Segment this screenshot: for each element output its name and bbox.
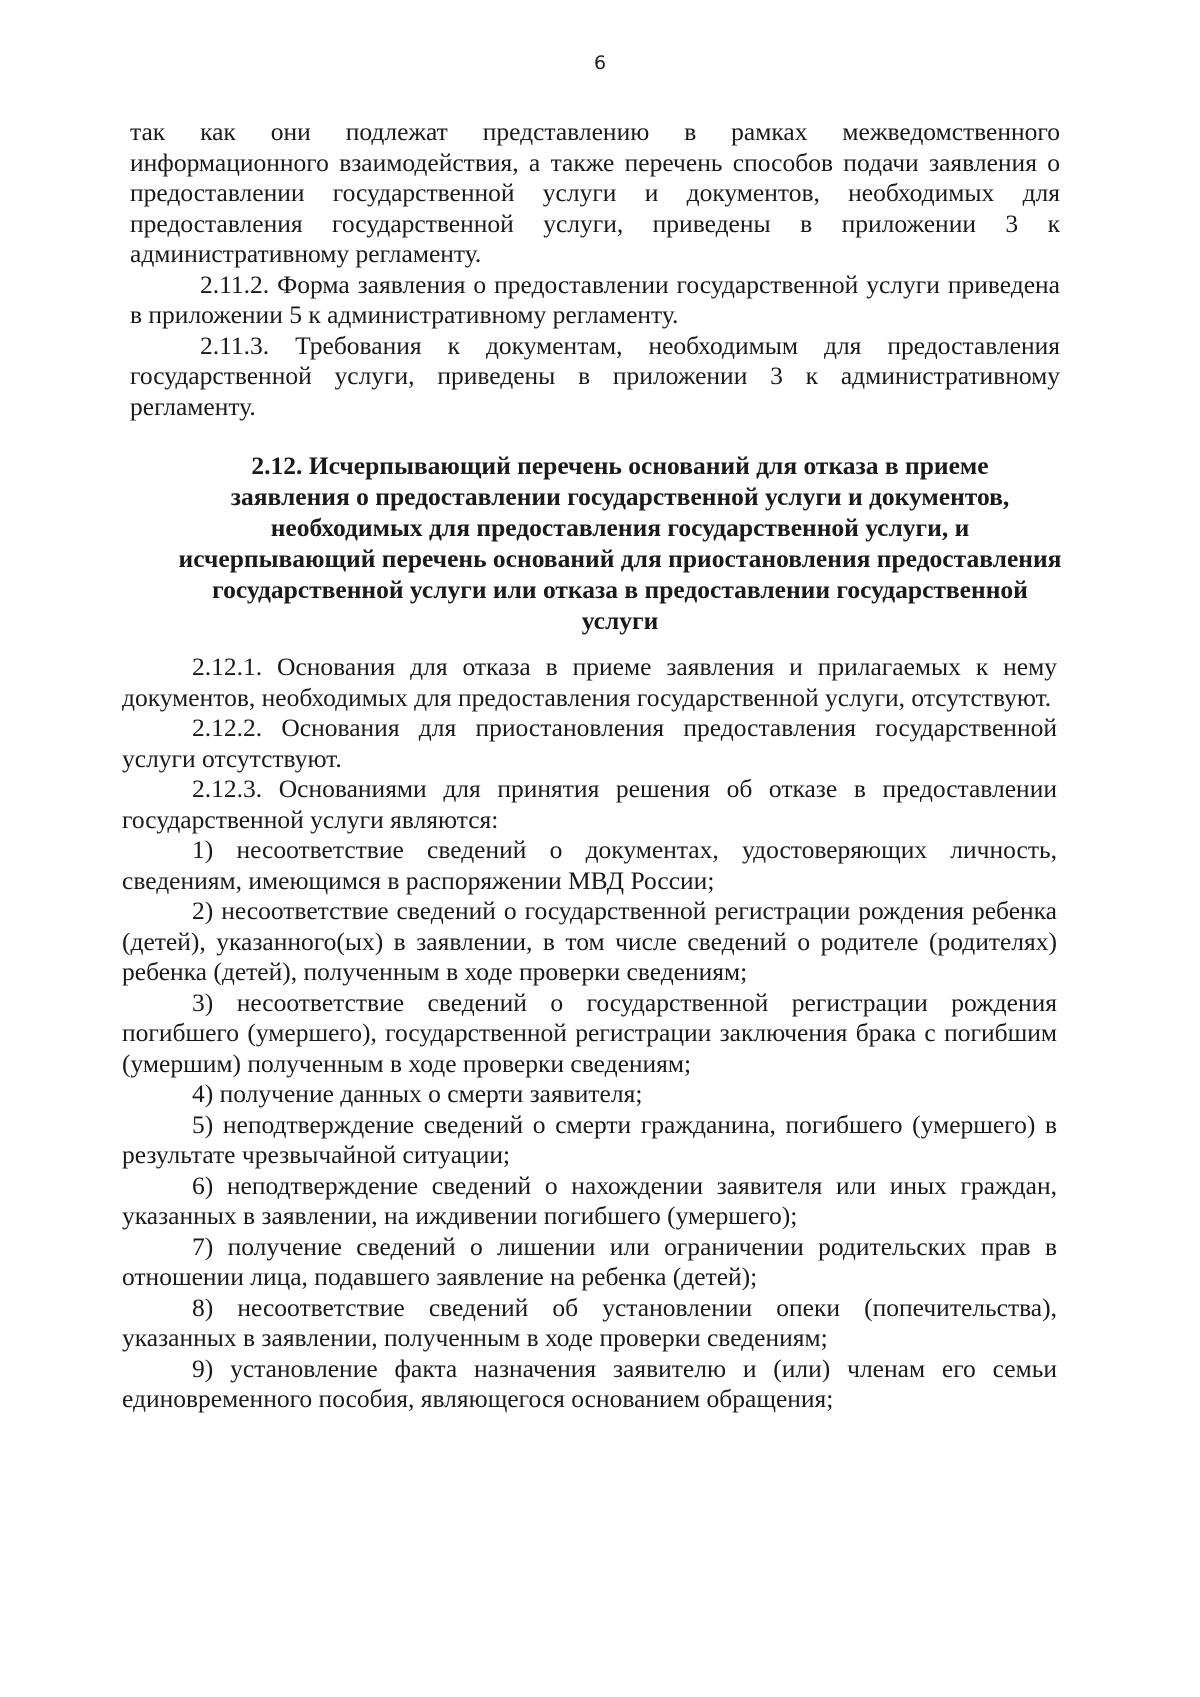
main-text-section bbox=[122, 652, 1057, 1415]
list-item: 5) неподтверждение сведений о смерти гражданина, погибшего (умершего) в результате чрезвычайной ситуации; bbox=[122, 1109, 1057, 1169]
paragraph: так как они подлежат представлению в рамках межведомственного информационного взаимодействия, а также перечень способов подачи заявления о предоставлении государственной услуги и документов, необходимых для предоставления государственной услуги, приведены в приложении 3 к административному регламенту. bbox=[130, 117, 1060, 268]
list-item: 2) несоответствие сведений о государственной регистрации рождения ребенка (детей), указанного(ых) в заявлении, в том числе сведений о родителе (родителях) ребенка (детей), полученным в ходе проверки сведениям; bbox=[122, 896, 1057, 986]
heading-line: государственной услуги или отказа в предоставлении государственной bbox=[212, 575, 1028, 604]
list-item: 9) установление факта назначения заявителю и (или) членам его семьи единовременного пособия, являющегося основанием обращения; bbox=[122, 1353, 1057, 1413]
list-item: 6) неподтверждение сведений о нахождении заявителя или иных граждан, указанных в заявлении, на иждивении погибшего (умершего); bbox=[122, 1170, 1057, 1230]
heading-line: заявления о предоставлении государственной услуги и документов, bbox=[230, 482, 1010, 511]
list-item: 7) получение сведений о лишении или ограничении родительских прав в отношении лица, подавшего заявление на ребенка (детей); bbox=[122, 1231, 1057, 1291]
paragraph: 2.11.2. Форма заявления о предоставлении государственной услуги приведена в приложении 5 к административному регламенту. bbox=[130, 269, 1060, 329]
heading-line: 2.12. Исчерпывающий перечень оснований для отказа в приеме bbox=[251, 451, 989, 480]
heading-line: услуги bbox=[581, 606, 659, 635]
list-item: 4) получение данных о смерти заявителя; bbox=[192, 1079, 643, 1108]
heading-line: необходимых для предоставления государственной услуги, и bbox=[270, 513, 970, 542]
list-item: 8) несоответствие сведений об установлении опеки (попечительства), указанных в заявлении, полученным в ходе проверки сведениям; bbox=[122, 1292, 1057, 1352]
paragraph: 2.12.3. Основаниями для принятия решения об отказе в предоставлении государственной услуги являются: bbox=[122, 774, 1057, 834]
top-text-section bbox=[130, 117, 1060, 422]
section-heading bbox=[130, 450, 1110, 636]
heading-line: исчерпывающий перечень оснований для приостановления предоставления bbox=[178, 544, 1062, 573]
paragraph: 2.12.1. Основания для отказа в приеме заявления и прилагаемых к нему документов, необходимых для предоставления государственной услуги, отсутствуют. bbox=[122, 652, 1057, 712]
list-item: 1) несоответствие сведений о документах, удостоверяющих личность, сведениям, имеющимся в распоряжении МВД России; bbox=[122, 835, 1057, 895]
page-number: 6 bbox=[593, 52, 607, 74]
list-item: 3) несоответствие сведений о государственной регистрации рождения погибшего (умершего), государственной регистрации заключения брака с погибшим (умершим) полученным в ходе проверки сведениям; bbox=[122, 987, 1057, 1078]
paragraph: 2.12.2. Основания для приостановления предоставления государственной услуги отсутствуют. bbox=[122, 713, 1057, 773]
paragraph: 2.11.3. Требования к документам, необходимым для предоставления государственной услуги, приведены в приложении 3 к административному регламенту. bbox=[130, 330, 1060, 421]
